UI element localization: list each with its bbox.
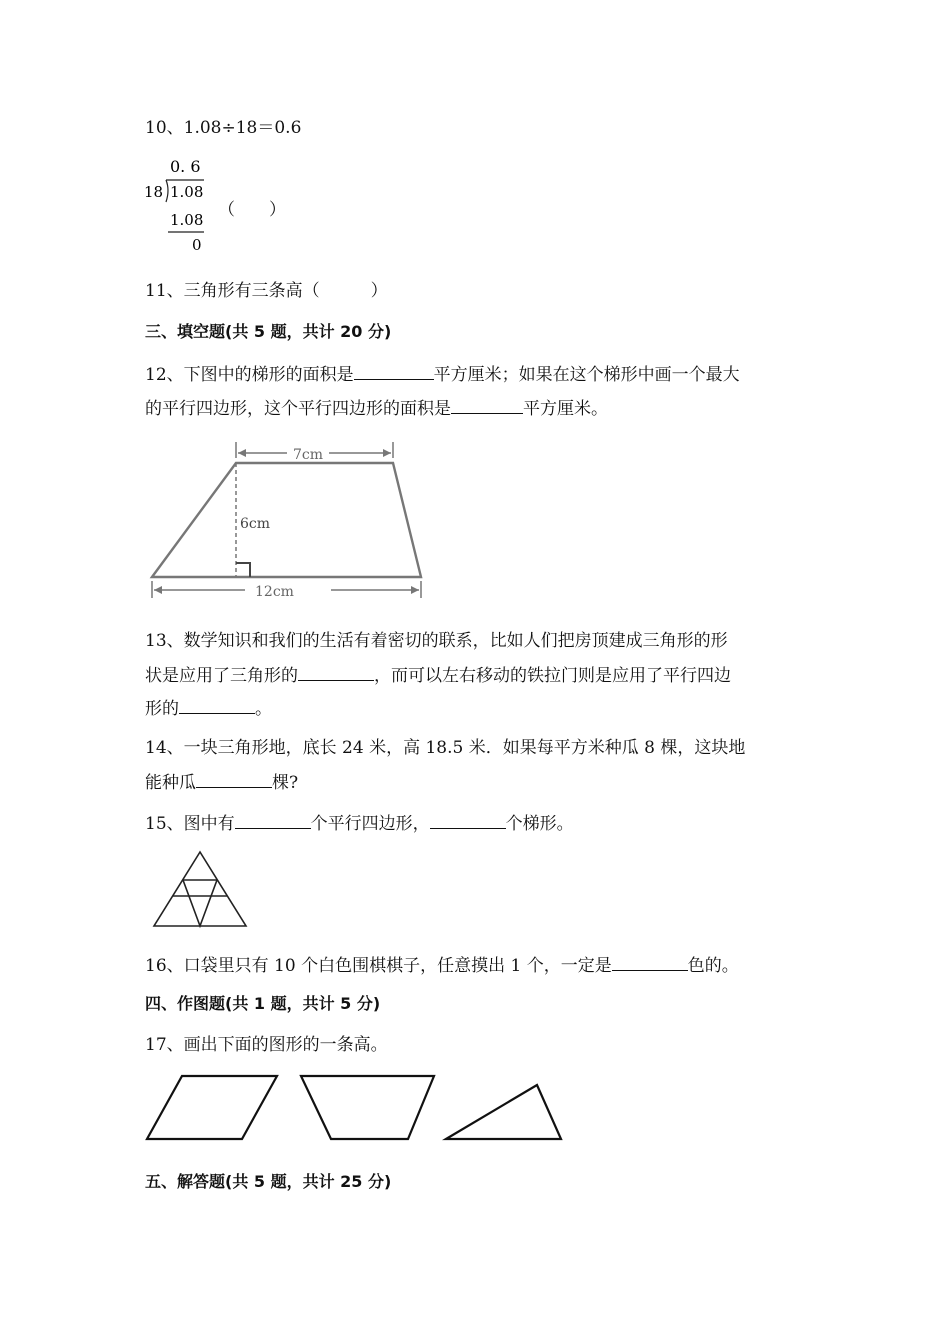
- bottom-arrow-right: [411, 586, 419, 594]
- draw-height-figures: [140, 1072, 580, 1142]
- parallelogram-shape: [147, 1076, 277, 1139]
- q12-blank-2[interactable]: [451, 395, 523, 414]
- q14-blank[interactable]: [196, 769, 272, 788]
- q14-text-2b: 棵?: [272, 773, 299, 793]
- division-remainder: 0: [192, 236, 202, 254]
- question-14-line-2: [145, 769, 298, 795]
- division-quotient: 0. 6: [170, 157, 201, 176]
- q12-text-1a: 12、下图中的梯形的面积是: [145, 365, 354, 385]
- q13-text-3b: 。: [255, 699, 272, 719]
- question-16: [145, 952, 739, 978]
- q13-blank-2[interactable]: [179, 695, 255, 714]
- division-bracket: [166, 180, 168, 202]
- top-arrow-right: [383, 449, 391, 457]
- q14-text-2a: 能种瓜: [145, 773, 196, 793]
- q13-text-3a: 形的: [145, 699, 179, 719]
- question-11: 11、三角形有三条高（ ）: [145, 281, 388, 301]
- top-base-label: 7cm: [293, 447, 324, 463]
- q15-text-a: 15、图中有: [145, 814, 235, 834]
- question-14-line-1: 14、一块三角形地，底长 24 米，高 18.5 米．如果每平方米种瓜 8 棵，这块地: [145, 738, 746, 758]
- section-5-title: 五、解答题(共 5 题，共计 25 分): [145, 1172, 392, 1191]
- section-4-title: 四、作图题(共 1 题，共计 5 分): [145, 994, 381, 1013]
- division-subtract: 1.08: [170, 211, 204, 229]
- question-17: 17、画出下面的图形的一条高。: [145, 1035, 388, 1055]
- triangle-subdivision-figure: [152, 850, 252, 930]
- q16-text-b: 色的。: [687, 956, 739, 976]
- q15-blank-1[interactable]: [235, 810, 311, 829]
- outer-triangle: [154, 852, 246, 926]
- height-label: 6cm: [240, 516, 271, 532]
- q15-blank-2[interactable]: [430, 810, 506, 829]
- triangle-shape: [446, 1085, 561, 1139]
- q12-text-2b: 平方厘米。: [523, 399, 608, 419]
- q12-text-1b: 平方厘米；如果在这个梯形中画一个最大: [433, 365, 740, 385]
- bottom-base-label: 12cm: [255, 584, 294, 600]
- top-arrow-left: [238, 449, 246, 457]
- right-angle-mark: [236, 563, 250, 577]
- trapezoid-shape: [152, 463, 421, 577]
- q16-text-a: 16、口袋里只有 10 个白色围棋棋子，任意摸出 1 个，一定是: [145, 956, 612, 976]
- inner-inverted-triangle: [183, 880, 217, 926]
- division-divisor: 18: [144, 183, 164, 201]
- q12-text-2a: 的平行四边形，这个平行四边形的面积是: [145, 399, 451, 419]
- q12-blank-1[interactable]: [354, 361, 434, 380]
- question-15: [145, 810, 574, 836]
- q13-blank-1[interactable]: [298, 662, 374, 681]
- division-dividend: 1.08: [170, 183, 204, 201]
- q15-text-c: 个梯形。: [505, 814, 574, 834]
- q13-text-2b: ，而可以左右移动的铁拉门则是应用了平行四边: [374, 666, 731, 686]
- trapezoid-shape-small: [301, 1076, 434, 1139]
- question-12-line-1: [145, 361, 740, 387]
- q15-text-b: 个平行四边形，: [310, 814, 430, 834]
- question-13-line-3: [145, 695, 272, 721]
- question-12-line-2: [145, 395, 608, 421]
- question-13-line-2: [145, 662, 731, 688]
- q13-text-2a: 状是应用了三角形的: [145, 666, 298, 686]
- question-13-line-1: 13、数学知识和我们的生活有着密切的联系，比如人们把房顶建成三角形的形: [145, 631, 728, 651]
- bottom-arrow-left: [154, 586, 162, 594]
- question-10: 10、1.08÷18＝0.6: [145, 118, 302, 138]
- trapezoid-figure: [145, 436, 435, 606]
- q16-blank[interactable]: [612, 952, 688, 971]
- q10-answer-paren: （ ）: [218, 200, 286, 220]
- section-3-title: 三、填空题(共 5 题，共计 20 分): [145, 322, 392, 341]
